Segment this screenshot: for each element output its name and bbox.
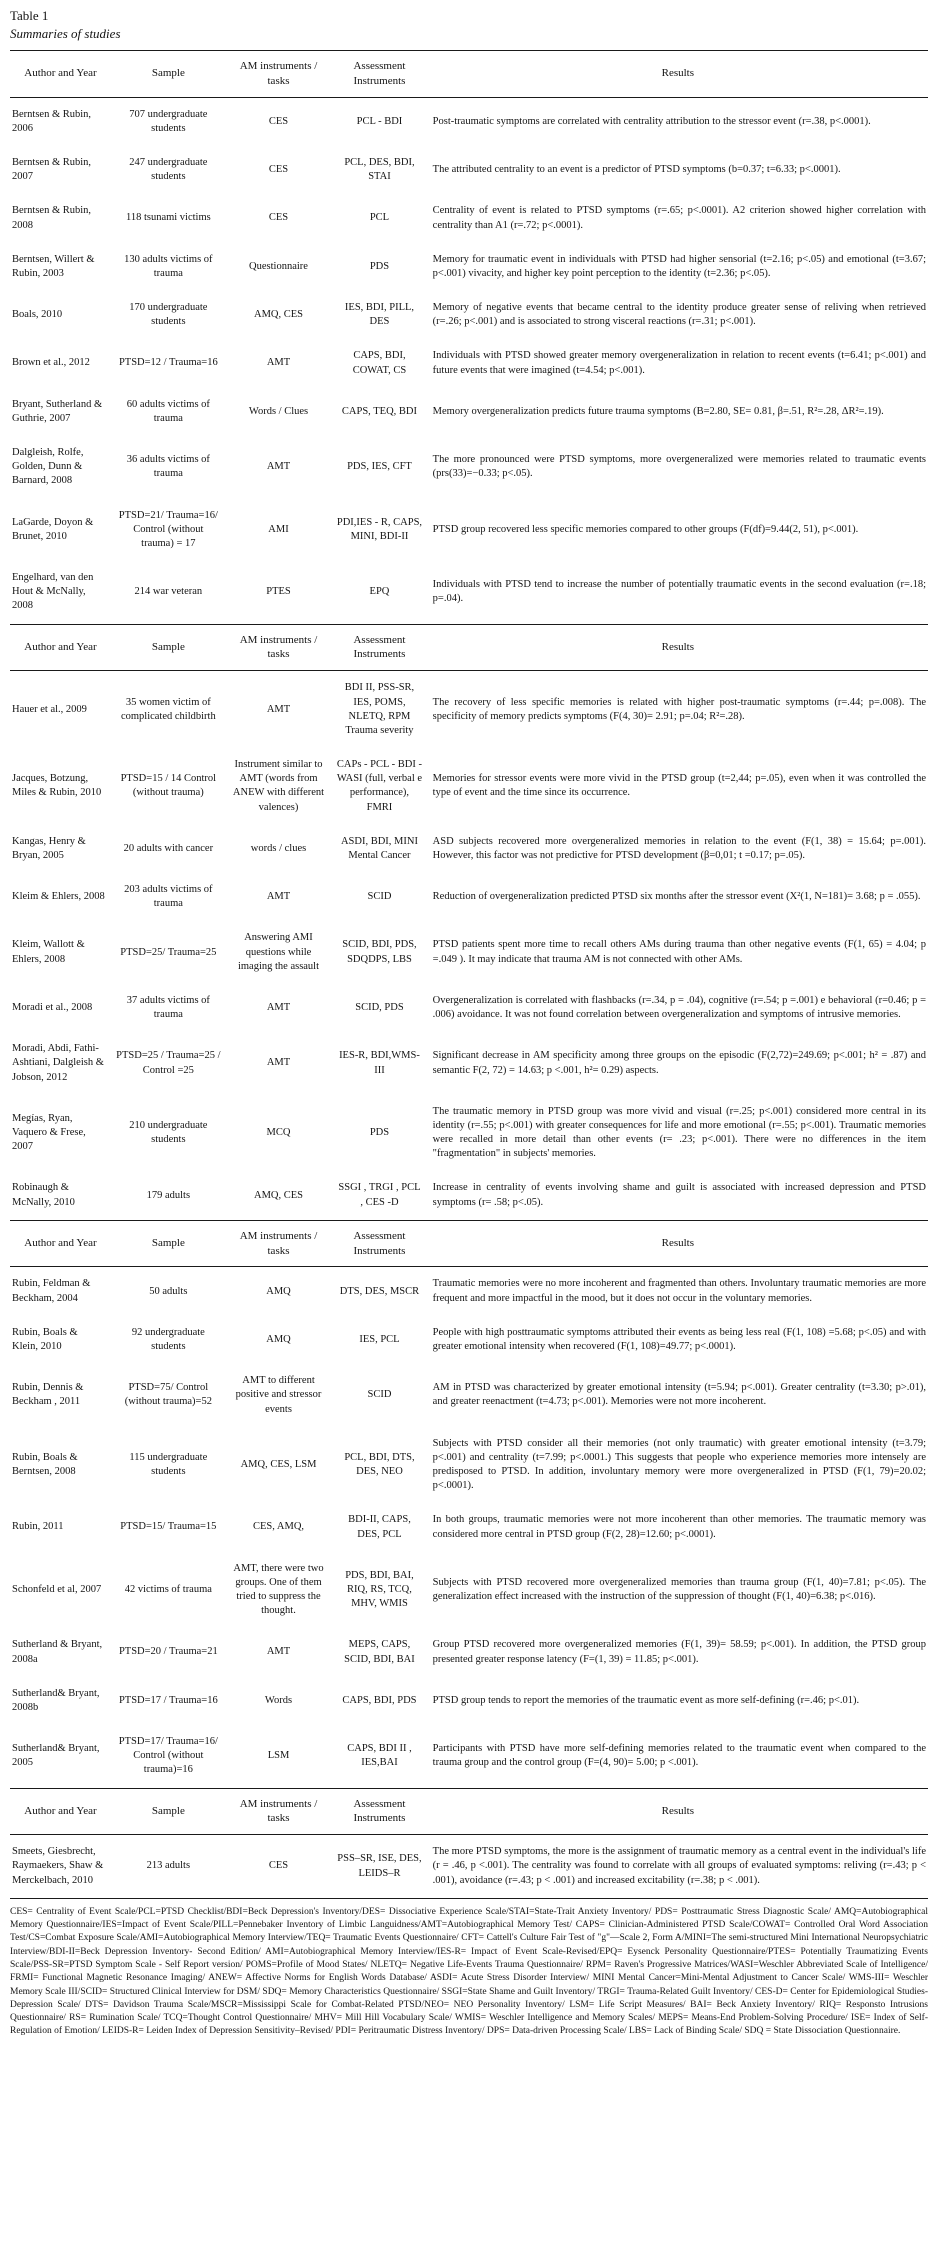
cell-results: AM in PTSD was characterized by greater emotional intensity (t=5.94; p<.001). Greater centrality (t=3.30; p>.01), and greater reenactment (t=4.73; p<.001). Memories were not more incoherent. — [432, 1382, 926, 1408]
table-row — [10, 499, 928, 562]
cell-author: Hauer et al., 2009 — [12, 703, 87, 715]
cell-author: Smeets, Giesbrecht, Raymaekers, Shaw & Merckelbach, 2010 — [10, 1835, 111, 1899]
cell-assessment: PDS, IES, CFT — [347, 461, 412, 473]
abbreviations-footnote: CES= Centrality of Event Scale/PCL=PTSD Checklist/BDI=Beck Depression's Inventory/DES= Dissociative Experience Scale/STAI=State-Trait Anxiety Inventory/ PDS= Posttraumatic Stress Diagnostic Scale/ AMQ=Autobiographical Memory Questionnaire/IES=Impact of Event Scale/PILL=Pennebaker Inventory of Limbic Languidness/AMT=Autobiographical Memory Test/ CAPS= Clinician-Administered PTSD Scale/COWAT= Controlled Oral Word Association Test/CS=Combat Exposure Scale/AMI=Autobiographical Memory Interview/TEQ= Traumatic Events Questionnaire/ CFT= Cattell's Culture Fair Test of "g"—Scale 2, Form A/MINI=The semi-structured Mini International Neuropsychiatric Interview/BDI-II=Beck Depression Inventory- Second Edition/ AMI=Autobiographical Memory Interview/IES-R= Impact of Event Scale-Revised/EPQ= Eysenck Personality Questionnaire/PTES= Potentially Traumatizing Events Scale/PSS-SR=PTSD Symptom Scale - Self Report version/ POMS=Profile of Mood States/ NLETQ= Negative Life-Events Trauma Questionnaire/ RPM= Raven's Progressive Matrices/WASI=Weschler Abbreviated Scale of Intelligence/ FRMI= Functional Magnetic Resonance Imaging/ ANEW= Affective Norms for English Words Database/ ASDI= Acute Stress Disorder Interview/ MINI Mental Cancer=Mini-Mental Adjustment to Cancer Scale/ WMS-III= Weschler Memory Scale III/SCID= Structured Clinical Interview for DSM/ SDQ= Memory Characteristics Questionnaire/ SSGI=State Shame and Guilt Inventory/ TRGI= Trauma-Related Guilt Inventory/ CES-D= Center for Epidemiological Studies-Depression Scale/ DTS= Davidson Trauma Scale/MSCR=Mississippi Scale for Combat-Related PTSD/NEO= NEO Personality Inventory/ LSM= Life Script Measures/ BAI= Beck Anxiety Inventory/ RIQ= Responsto Intrusions Questionnaire/ RS= Rumination Scale/ TCQ=Thought Control Questionnaire/ MHV= Mill Hill Vocabulary Scale/ WMIS= Weschler Intelligence and Memory Scales/ MEPS= Means-End Problem-Solving Procedure/ ISE= Index of Self-Regulation of Emotion/ LEIDS-R= Leiden Index of Depression Sensitivity–Revised/ PDI= Peritraumatic Distress Inventory/ DPS= Data-driven Processing Scale/ LBS= Lack of Binding Scale/ SDQ = State Dissociation Questionnaire. — [10, 1906, 928, 2037]
cell-assessment: PDS, BDI, BAI, RIQ, RS, TCQ, MHV, WMIS — [345, 1569, 414, 1610]
cell-assessment: MEPS, CAPS, SCID, BDI, BAI — [344, 1639, 415, 1665]
cell-instruments: AMT — [266, 357, 291, 369]
cell-assessment: ASDI, BDI, MINI Mental Cancer — [340, 835, 418, 861]
cell-results: Memories for stressor events were more vivid in the PTSD group (t=2,44; p=.05), even when it was controlled the type of event and the time since its occurrence. — [432, 773, 926, 799]
column-header: Results — [428, 624, 928, 671]
cell-author: Rubin, Feldman & Beckham, 2004 — [12, 1278, 91, 1304]
table-row — [10, 146, 928, 194]
studies-table — [10, 50, 928, 1899]
table-row — [10, 1316, 928, 1364]
cell-assessment: PCL - BDI — [356, 115, 403, 127]
column-header: Author and Year — [10, 51, 111, 98]
cell-sample: 60 adults victims of trauma — [126, 398, 210, 424]
column-header: Assessment Instruments — [331, 1788, 427, 1835]
table-row — [10, 561, 928, 624]
cell-results: The more PTSD symptoms, the more is the assignment of traumatic memory as a central event in the individual's life (r = .46, p <.001). The centrality was found to correlate with all groups of evaluated symptoms: reliving (r=.43; p < .001), avoidance (r=.43; p < .001) and increased excitability (r=.38; p < .001). — [428, 1835, 928, 1899]
cell-results: Subjects with PTSD recovered more overgeneralized memories than trauma group (F(1, 40)=7.81; p<.05). The generalization effect increased with the instruction of the suppression of thought (F(1, 40)=6.38; p<.016). — [432, 1576, 926, 1603]
table-header-row — [10, 1788, 928, 1835]
cell-author: Moradi, Abdi, Fathi-Ashtiani, Dalgleish & Jobson, 2012 — [12, 1043, 104, 1083]
cell-sample: 20 adults with cancer — [123, 842, 214, 854]
cell-assessment: PDS — [369, 260, 390, 272]
cell-instruments: CES — [268, 164, 289, 176]
cell-sample: 130 adults victims of trauma — [124, 253, 213, 279]
cell-instruments: AMQ — [266, 1285, 291, 1297]
cell-assessment: CAPS, TEQ, BDI — [341, 405, 417, 417]
column-header: Author and Year — [10, 1220, 111, 1267]
cell-author: Sutherland& Bryant, 2008b — [12, 1687, 100, 1713]
cell-results: ASD subjects recovered more overgeneralized memories in relation to the event (F(1, 38) = 15.64; p=.001). However, this factor was not predictive for PTSD development (β=0,01; t =0.17; p=.05). — [432, 835, 926, 861]
cell-results: Increase in centrality of events involving shame and guilt is associated with increased depression and PTSD symptoms (r= .58; p<.05). — [428, 1171, 928, 1220]
column-header: AM instruments / tasks — [226, 51, 332, 98]
column-header: Sample — [111, 1788, 226, 1835]
cell-sample: 707 undergraduate students — [129, 108, 208, 134]
cell-sample: PTSD=17 / Trauma=16 — [118, 1694, 218, 1706]
cell-results: Individuals with PTSD showed greater memory overgeneralization in relation to recent events (t=6.41; p<.001) and future events that were imagined (t=4.54; p<.001). — [432, 350, 926, 376]
column-header: AM instruments / tasks — [226, 624, 332, 671]
cell-instruments: Words / Clues — [248, 405, 309, 417]
cell-results: Overgeneralization is correlated with flashbacks (r=.34, p = .04), cognitive (r=.54; p =.001) e behavioral (r=0.46; p = .006) avoidance. It was not found correlation between overgeneralization and symptoms of intrusive memories. — [432, 994, 926, 1021]
cell-instruments: AMT — [266, 1001, 291, 1013]
cell-assessment: PCL — [369, 212, 390, 224]
cell-assessment: IES-R, BDI,WMS-III — [339, 1050, 420, 1076]
cell-results: The attributed centrality to an event is a predictor of PTSD symptoms (b=0.37; t=6.33; p<.0001). — [432, 164, 841, 176]
table-row — [10, 1552, 928, 1629]
cell-instruments: AMQ, CES — [226, 1171, 332, 1220]
cell-results: Group PTSD recovered more overgeneralized memories (F(1, 39)= 58.59; p<.001). In addition, the PTSD group presented greater response latency (F=(1, 39) = 11.85; p<.001). — [432, 1639, 926, 1665]
cell-sample: 247 undergraduate students — [129, 157, 208, 183]
column-header: Results — [428, 51, 928, 98]
cell-results: Individuals with PTSD tend to increase the number of potentially traumatic events in the second evaluation (r=.18; p=.04). — [428, 561, 928, 624]
cell-assessment: CAPs - PCL - BDI - WASI (full, verbal e performance), FMRI — [336, 759, 423, 813]
cell-author: Kleim & Ehlers, 2008 — [12, 891, 105, 903]
table-row — [10, 243, 928, 291]
cell-assessment: CAPS, BDI II , IES,BAI — [331, 1725, 427, 1788]
cell-sample: 42 victims of trauma — [124, 1583, 212, 1595]
column-header: Sample — [111, 51, 226, 98]
cell-instruments: Words — [264, 1694, 293, 1706]
table-row — [10, 194, 928, 242]
cell-assessment: BDI-II, CAPS, DES, PCL — [348, 1514, 411, 1540]
cell-assessment: PSS–SR, ISE, DES, LEIDS–R — [331, 1835, 427, 1899]
cell-author: Berntsen & Rubin, 2008 — [12, 205, 92, 231]
cell-results: Participants with PTSD have more self-defining memories related to the traumatic event when compared to the trauma group and the control group (F=(4, 90)= 5.00; p <.001). — [428, 1725, 928, 1788]
cell-results: Centrality of event is related to PTSD symptoms (r=.65; p<.0001). A2 criterion showed higher correlation with centrality than A1 (r=.72; p<.0001). — [432, 205, 926, 231]
cell-sample: 115 undergraduate students — [129, 1451, 208, 1478]
column-header: Sample — [111, 624, 226, 671]
cell-assessment: SCID — [367, 1389, 392, 1401]
cell-sample: PTSD=15 / 14 Control (without trauma) — [120, 773, 217, 799]
cell-sample: PTSD=20 / Trauma=21 — [118, 1646, 218, 1658]
cell-author: Kleim, Wallott & Ehlers, 2008 — [12, 939, 85, 965]
cell-sample: 213 adults — [111, 1835, 226, 1899]
cell-instruments: words / clues — [250, 842, 307, 854]
cell-sample: 214 war veteran — [111, 561, 226, 624]
column-header: Author and Year — [10, 624, 111, 671]
cell-author: Brown et al., 2012 — [12, 357, 90, 369]
table-row — [10, 339, 928, 387]
cell-results: Post-traumatic symptoms are correlated with centrality attribution to the stressor event (r=.38, p<.0001). — [432, 115, 871, 127]
cell-author: Berntsen & Rubin, 2007 — [12, 157, 92, 183]
cell-assessment: BDI II, PSS-SR, IES, POMS, NLETQ, RPM Trauma severity — [344, 682, 415, 736]
table-row — [10, 1427, 928, 1504]
cell-author: Moradi et al., 2008 — [12, 1001, 93, 1013]
cell-author: Kangas, Henry & Bryan, 2005 — [12, 835, 86, 861]
column-header: AM instruments / tasks — [226, 1788, 332, 1835]
cell-assessment: EPQ — [331, 561, 427, 624]
cell-author: Dalgleish, Rolfe, Golden, Dunn & Barnard, 2008 — [12, 447, 84, 487]
table-row — [10, 671, 928, 748]
cell-assessment: PDS — [369, 1127, 390, 1139]
cell-sample: 210 undergraduate students — [129, 1119, 208, 1146]
cell-results: People with high posttraumatic symptoms attributed their events as being less real (F(1, 108) =5.68; p<.05) and with greater emotional intensity when recovered (F(1, 108)=49.77; p<.0001). — [432, 1326, 926, 1352]
cell-results: The traumatic memory in PTSD group was more vivid and visual (r=.25; p<.001) considered more central in its identity (r=.55; p<.001) with greater consequences for life and more emotional (r=.55; p<.001). Traumatic memories were recalled in more detail than other events (r= .23; p<.001). There were no differences in the item "fragmentation" in subjects' memories. — [432, 1105, 926, 1160]
table-row — [10, 388, 928, 436]
table-row — [10, 436, 928, 499]
table-row — [10, 1267, 928, 1316]
cell-sample: PTSD=25/ Trauma=25 — [120, 946, 217, 958]
column-header: Assessment Instruments — [331, 1220, 427, 1267]
column-header: Assessment Instruments — [331, 624, 427, 671]
cell-results: Memory for traumatic event in individuals with PTSD had higher sensorial (t=2.16; p<.05) and emotional (t=3.67; p<.001) vivacity, and higher key point perception to the identity (t=2.36; p<.05). — [432, 253, 926, 279]
table-caption: Summaries of studies — [10, 26, 121, 41]
cell-results: Reduction of overgeneralization predicted PTSD six months after the stressor event (X²(1, N=181)= 3.68; p = .055). — [432, 891, 921, 903]
cell-sample: 203 adults victims of trauma — [124, 884, 213, 910]
cell-sample: 170 undergraduate students — [129, 302, 208, 328]
cell-assessment: CAPS, BDI, COWAT, CS — [352, 350, 407, 376]
table-row — [10, 1503, 928, 1551]
table-row — [10, 921, 928, 984]
cell-instruments: AMT — [266, 891, 291, 903]
cell-results: In both groups, traumatic memories were not more incoherent than other memories. The traumatic memory was considered more central in PTSD group (F(2, 28)=12.60; p<.0001). — [432, 1514, 926, 1540]
cell-sample: 37 adults victims of trauma — [126, 994, 210, 1021]
cell-assessment: IES, PCL — [359, 1333, 400, 1345]
table-row — [10, 291, 928, 339]
cell-results: Significant decrease in AM specificity among three groups on the episodic (F(2,72)=249.69; p<.001; h² = .87) and semantic F(2, 72) = 14.63; p <.001, h²= 0.29) aspects. — [432, 1050, 926, 1076]
cell-sample: 36 adults victims of trauma — [126, 454, 210, 480]
cell-instruments: CES, AMQ, — [252, 1521, 305, 1533]
cell-results: Memory overgeneralization predicts future trauma symptoms (B=2.80, SE= 0.81, β=.51, R²=.28, ΔR²=.19). — [432, 405, 884, 417]
cell-sample: 92 undergraduate students — [131, 1326, 205, 1352]
cell-assessment: PCL, BDI, DTS, DES, NEO — [344, 1451, 415, 1478]
cell-instruments: AMT, there were two groups. One of them tried to suppress the thought. — [233, 1562, 324, 1617]
cell-author: Boals, 2010 — [12, 309, 63, 321]
cell-results: PTSD group tends to report the memories of the traumatic event as more self-defining (r=.46; p<.01). — [432, 1694, 860, 1706]
cell-author: Jacques, Botzung, Miles & Rubin, 2010 — [12, 773, 102, 799]
cell-author: Sutherland & Bryant, 2008a — [12, 1639, 103, 1665]
cell-instruments: AMT to different positive and stressor events — [235, 1375, 322, 1415]
cell-results: Subjects with PTSD consider all their memories (not only traumatic) with greater emotional intensity (t=3.79; p<.001) and centrality (t=7.99; p<.0001.) This suggests that people who experience memories more intensely are predisposed to PTSD. In addition, involuntary memory were more overgeneralized in PTSD (F(1, 79)=20.02; p<.0001). — [432, 1437, 926, 1492]
cell-assessment: SCID — [367, 891, 392, 903]
cell-instruments: AMT — [266, 1057, 291, 1069]
cell-sample: PTSD=21/ Trauma=16/ Control (without trauma) = 17 — [118, 509, 218, 549]
table-row — [10, 825, 928, 873]
table-header-row — [10, 1220, 928, 1267]
cell-author: Schonfeld et al, 2007 — [12, 1583, 102, 1595]
cell-instruments: PTES — [226, 561, 332, 624]
cell-instruments: Instrument similar to AMT (words from ANEW with different valences) — [232, 759, 325, 813]
cell-sample: 118 tsunami victims — [125, 212, 211, 224]
cell-instruments: AMI — [268, 523, 289, 535]
cell-assessment: SSGI , TRGI , PCL , CES -D — [331, 1171, 427, 1220]
studies-table-body — [10, 51, 928, 1899]
cell-instruments: AMQ — [266, 1333, 291, 1345]
table-row — [10, 873, 928, 921]
table-row — [10, 984, 928, 1032]
table-row — [10, 97, 928, 146]
cell-author: LaGarde, Doyon & Brunet, 2010 — [12, 516, 94, 542]
table-row — [10, 1032, 928, 1095]
cell-sample: PTSD=15/ Trauma=15 — [120, 1521, 217, 1533]
cell-results: PTSD group recovered less specific memories compared to other groups (F(df)=9.44(2, 51), p<.001). — [432, 523, 859, 535]
column-header: Author and Year — [10, 1788, 111, 1835]
cell-instruments: CES — [268, 212, 289, 224]
cell-author: Rubin, 2011 — [12, 1521, 64, 1533]
cell-instruments: CES — [226, 1835, 332, 1899]
cell-assessment: SCID, BDI, PDS, SDQDPS, LBS — [342, 939, 417, 965]
cell-results: The more pronounced were PTSD symptoms, more overgeneralized were memories related to traumatic events (prs(33)=−0.33; p<.05). — [432, 454, 926, 480]
cell-author: Rubin, Dennis & Beckham , 2011 — [12, 1382, 84, 1408]
table-row — [10, 1364, 928, 1427]
cell-instruments: Answering AMI questions while imaging the assault — [237, 932, 320, 972]
cell-instruments: AMQ, CES, LSM — [240, 1458, 317, 1470]
cell-sample: PTSD=25 / Trauma=25 / Control =25 — [116, 1050, 221, 1076]
cell-author: Rubin, Boals & Berntsen, 2008 — [12, 1451, 78, 1478]
cell-assessment: DTS, DES, MSCR — [339, 1285, 420, 1297]
cell-author: Megías, Ryan, Vaquero & Frese, 2007 — [12, 1112, 86, 1153]
table-row — [10, 748, 928, 825]
cell-results: Memory of negative events that became central to the identity produce greater sense of reliving when retrieved (r=.26; p<.001) and is associated to strong visceral reactions (r=.31; p<.001). — [432, 302, 926, 328]
cell-sample: 35 women victim of complicated childbirth — [120, 696, 216, 722]
cell-sample: 50 adults — [149, 1285, 188, 1297]
cell-instruments: MCQ — [266, 1127, 291, 1139]
cell-instruments: CES — [268, 115, 289, 127]
cell-author: Berntsen & Rubin, 2006 — [12, 108, 92, 134]
cell-assessment: IES, BDI, PILL, DES — [344, 302, 415, 328]
table-row — [10, 1835, 928, 1899]
column-header: Results — [428, 1788, 928, 1835]
table-row — [10, 1725, 928, 1788]
cell-instruments: AMT — [266, 703, 291, 715]
table-header-row — [10, 51, 928, 98]
cell-results: Traumatic memories were no more incoherent and fragmented than others. Involuntary traumatic memories are more frequent and more impactful in the mood, but it does not occur in the voluntary memories. — [432, 1278, 926, 1304]
table-label: Table 1 — [10, 8, 49, 23]
cell-sample: PTSD=17/ Trauma=16/ Control (without trauma)=16 — [111, 1725, 226, 1788]
column-header: Assessment Instruments — [331, 51, 427, 98]
table-row — [10, 1095, 928, 1172]
table-row — [10, 1628, 928, 1676]
cell-sample: 179 adults — [111, 1171, 226, 1220]
cell-author: Engelhard, van den Hout & McNally, 2008 — [10, 561, 111, 624]
cell-instruments: AMT — [266, 461, 291, 473]
cell-instruments: AMT — [266, 1646, 291, 1658]
cell-author: Robinaugh & McNally, 2010 — [10, 1171, 111, 1220]
cell-assessment: CAPS, BDI, PDS — [342, 1694, 417, 1706]
table-header-row — [10, 624, 928, 671]
cell-instruments: Questionnaire — [249, 260, 308, 272]
cell-sample: PTSD=12 / Trauma=16 — [118, 357, 218, 369]
table-row — [10, 1171, 928, 1220]
cell-author: Rubin, Boals & Klein, 2010 — [12, 1326, 78, 1352]
cell-author: Berntsen, Willert & Rubin, 2003 — [12, 253, 95, 279]
cell-instruments: LSM — [226, 1725, 332, 1788]
cell-assessment: PCL, DES, BDI, STAI — [344, 157, 415, 183]
column-header: Sample — [111, 1220, 226, 1267]
cell-author: Sutherland& Bryant, 2005 — [10, 1725, 111, 1788]
column-header: AM instruments / tasks — [226, 1220, 332, 1267]
cell-results: PTSD patients spent more time to recall others AMs during trauma than other negative events (F(1, 65) = 4.04; p =.049 ). It may indicate that trauma AM is not connected with other AMs. — [432, 939, 926, 965]
cell-instruments: AMQ, CES — [253, 309, 303, 321]
cell-sample: PTSD=75/ Control (without trauma)=52 — [124, 1382, 212, 1408]
table-row — [10, 1677, 928, 1725]
cell-assessment: SCID, PDS — [355, 1001, 404, 1013]
cell-author: Bryant, Sutherland & Guthrie, 2007 — [12, 398, 103, 424]
cell-assessment: PDI,IES - R, CAPS, MINI, BDI-II — [336, 516, 423, 542]
column-header: Results — [428, 1220, 928, 1267]
cell-results: The recovery of less specific memories is related with higher post-traumatic symptoms (r=.44; p=.008). The specificity of memory predicts symptoms (F(4, 30)= 2.91; p=.04; R²=.28). — [432, 696, 926, 722]
